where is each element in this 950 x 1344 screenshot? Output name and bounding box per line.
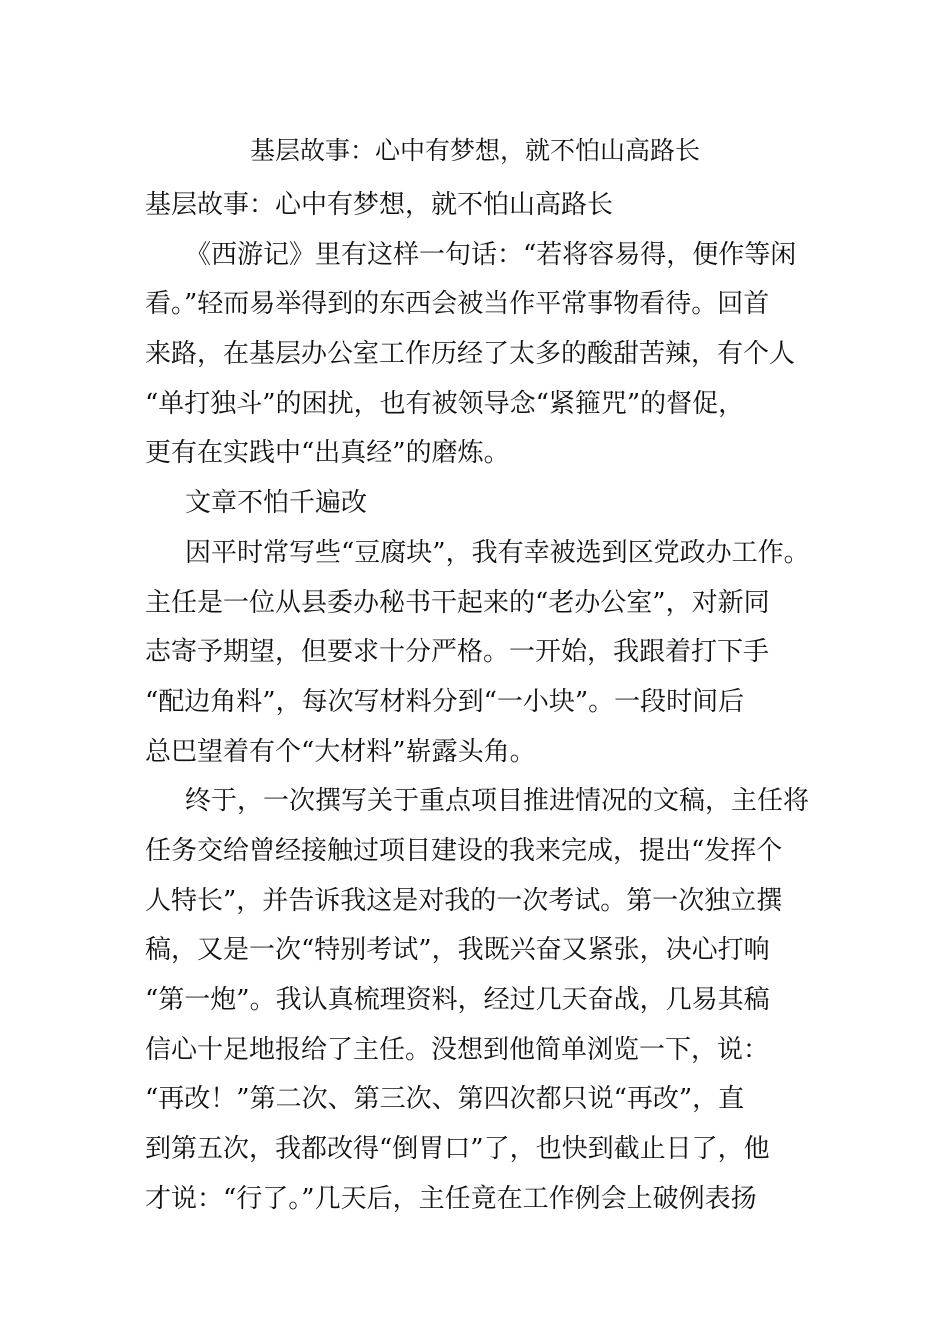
text-line: 主任是一位从县委办秘书干起来的“老办公室”，对新同 xyxy=(145,587,770,618)
text-line: 志寄予期望，但要求十分严格。一开始，我跟着打下手 xyxy=(145,637,770,668)
text-line: 看。”轻而易举得到的东西会被当作平常事物看待。回首 xyxy=(145,289,770,320)
text-line: 总巴望着有个“大材料”崭露头角。 xyxy=(145,736,536,767)
document-title: 基层故事：心中有梦想，就不怕山高路长 xyxy=(249,136,700,165)
text-line: “单打独斗”的困扰，也有被领导念“紧箍咒”的督促， xyxy=(145,388,745,419)
document-body xyxy=(145,181,815,1224)
text-line: 更有在实践中“出真经”的磨炼。 xyxy=(145,438,510,469)
text-line: 信心十足地报给了主任。没想到他简单浏览一下，说： xyxy=(145,1034,770,1065)
text-line: 才说：“行了。”几天后，主任竟在工作例会上破例表扬 xyxy=(145,1183,757,1214)
text-line: 因平时常写些“豆腐块”，我有幸被选到区党政办工作。 xyxy=(185,537,810,568)
text-line: “第一炮”。我认真梳理资料，经过几天奋战，几易其稿 xyxy=(145,985,770,1015)
text-line: 《西游记》里有这样一句话：“若将容易得，便作等闲 xyxy=(185,239,797,270)
text-line: “配边角料”，每次写材料分到“一小块”。一段时间后 xyxy=(145,686,745,717)
text-line: 任务交给曾经接触过项目建设的我来完成，提出“发挥个 xyxy=(145,835,783,866)
text-line: 到第五次，我都改得“倒胃口”了，也快到截止日了，他 xyxy=(145,1134,770,1165)
text-line: 稿，又是一次“特别考试”，我既兴奋又紧张，决心打响 xyxy=(145,935,770,966)
text-line: 人特长”，并告诉我这是对我的一次考试。第一次独立撰 xyxy=(145,885,783,916)
text-line: 基层故事：心中有梦想，就不怕山高路长 xyxy=(145,190,614,220)
text-line: 终于，一次撰写关于重点项目推进情况的文稿，主任将 xyxy=(185,786,810,817)
text-line: 文章不怕千遍改 xyxy=(185,488,368,519)
text-line: “再改！”第二次、第三次、第四次都只说“再改”，直 xyxy=(145,1084,745,1115)
text-line: 来路，在基层办公室工作历经了太多的酸甜苦辣，有个人 xyxy=(145,339,796,370)
